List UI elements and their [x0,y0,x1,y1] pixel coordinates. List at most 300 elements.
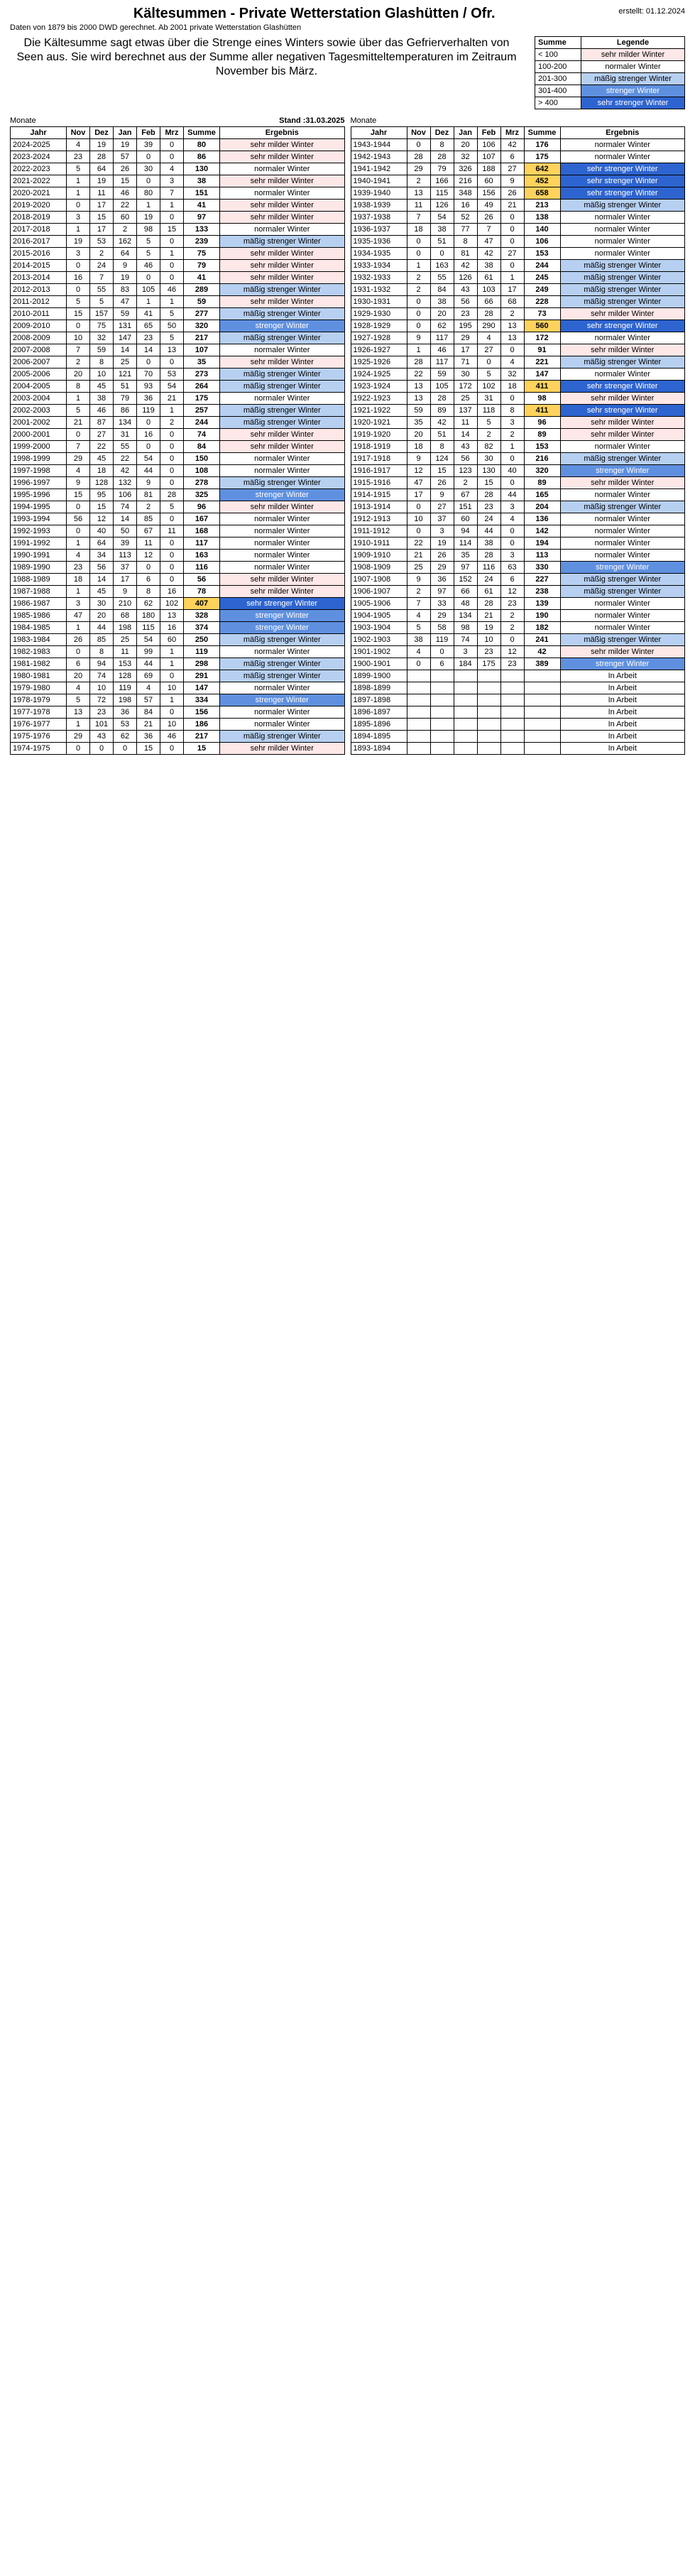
cell-feb: 98 [137,224,160,236]
cell-mrz: 0 [500,236,524,248]
cell-feb: 70 [137,369,160,381]
cell-jan: 23 [454,308,477,320]
cell-nov: 9 [407,332,430,344]
cell-nov: 1 [67,224,90,236]
table-row [351,224,685,236]
cell-ergebnis: sehr milder Winter [220,248,345,260]
table-row [351,646,685,658]
cell-nov: 22 [407,369,430,381]
cell-sum: 168 [184,525,220,537]
cell-ergebnis: normaler Winter [560,151,685,163]
cell-dez [430,731,454,743]
cell-sum: 239 [184,236,220,248]
cell-feb: 1 [137,200,160,212]
cell-ergebnis: normaler Winter [220,682,345,694]
cell-jahr: 1915-1916 [351,477,407,489]
col-nov-right: Nov [407,127,430,139]
cell-jan: 11 [114,646,137,658]
cell-ergebnis: mäßig strenger Winter [560,501,685,513]
cell-jahr: 1918-1919 [351,441,407,453]
cell-nov: 5 [407,622,430,634]
cell-feb: 4 [477,332,500,344]
cell-jahr: 1976-1977 [11,719,67,731]
left-table [10,126,345,755]
cell-nov: 4 [407,646,430,658]
cell-mrz: 21 [160,393,184,405]
cell-mrz: 1 [160,296,184,308]
cell-jan: 153 [114,658,137,670]
table-row [11,405,345,417]
table-row [11,646,345,658]
right-table-block [351,116,686,755]
cell-dez: 42 [430,417,454,429]
table-row [351,260,685,272]
table-row [11,513,345,525]
cell-dez: 26 [430,550,454,562]
cell-jahr: 1909-1910 [351,550,407,562]
cell-sum: 35 [184,356,220,369]
cell-nov: 13 [67,706,90,719]
cell-dez: 44 [90,622,114,634]
cell-jan: 19 [114,272,137,284]
cell-mrz: 0 [160,465,184,477]
table-row [11,356,345,369]
cell-nov [407,694,430,706]
cell-sum: 136 [524,513,560,525]
cell-mrz: 28 [160,489,184,501]
table-row [351,175,685,187]
cell-jahr: 2010-2011 [11,308,67,320]
cell-nov: 16 [67,272,90,284]
cell-sum: 41 [184,200,220,212]
cell-jan: 56 [454,453,477,465]
table-row [351,393,685,405]
cell-jan: 17 [454,344,477,356]
cell-ergebnis: mäßig strenger Winter [560,284,685,296]
cell-dez: 38 [90,393,114,405]
cell-ergebnis: normaler Winter [560,489,685,501]
cell-sum: 108 [184,465,220,477]
cell-jan: 56 [454,296,477,308]
cell-ergebnis: mäßig strenger Winter [560,586,685,598]
cell-ergebnis: mäßig strenger Winter [220,658,345,670]
cell-sum: 389 [524,658,560,670]
cell-feb: 54 [137,634,160,646]
table-row [351,429,685,441]
cell-mrz: 10 [160,719,184,731]
cell-feb: 38 [477,260,500,272]
cell-nov [407,682,430,694]
table-row [11,320,345,332]
table-row [351,682,685,694]
cell-feb: 2 [137,501,160,513]
cell-jan: 74 [454,634,477,646]
cell-ergebnis: mäßig strenger Winter [560,272,685,284]
created-date: erstellt: 01.12.2024 [618,7,685,16]
cell-sum [524,706,560,719]
cell-feb: 0 [137,562,160,574]
cell-feb: 0 [137,441,160,453]
cell-jahr: 1904-1905 [351,610,407,622]
cell-sum [524,743,560,755]
table-row [11,381,345,393]
cell-dez: 46 [430,344,454,356]
cell-ergebnis: mäßig strenger Winter [220,284,345,296]
cell-jan: 14 [454,429,477,441]
cell-ergebnis: sehr milder Winter [560,417,685,429]
cell-jan: 62 [114,731,137,743]
table-row [351,284,685,296]
cell-mrz: 12 [500,586,524,598]
cell-jahr: 2015-2016 [11,248,67,260]
table-row [351,706,685,719]
col-ergebnis-right: Ergebnis [560,127,685,139]
table-row [11,682,345,694]
table-row [351,465,685,477]
cell-feb: 85 [137,513,160,525]
cell-mrz: 0 [160,356,184,369]
cell-jan: 114 [454,537,477,550]
cell-feb: 28 [477,489,500,501]
cell-dez: 74 [90,670,114,682]
cell-dez: 166 [430,175,454,187]
cell-jan: 64 [114,248,137,260]
cell-sum: 117 [184,537,220,550]
cell-ergebnis: In Arbeit [560,719,685,731]
cell-feb: 116 [477,562,500,574]
cell-mrz: 40 [500,465,524,477]
months-caption: Monate [10,116,36,125]
cell-jan: 184 [454,658,477,670]
col-jahr: Jahr [11,127,67,139]
cell-mrz: 13 [160,344,184,356]
cell-jan: 50 [114,525,137,537]
table-row [351,308,685,320]
cell-jan: 20 [454,139,477,151]
cell-nov: 19 [67,236,90,248]
cell-mrz: 1 [160,646,184,658]
cell-mrz: 5 [160,501,184,513]
cell-jan: 43 [454,441,477,453]
cell-sum: 241 [524,634,560,646]
cell-feb: 44 [137,465,160,477]
cell-jahr: 1980-1981 [11,670,67,682]
table-row [351,296,685,308]
cell-feb: 38 [477,537,500,550]
cell-feb: 188 [477,163,500,175]
cell-ergebnis: normaler Winter [220,453,345,465]
cell-jahr: 2001-2002 [11,417,67,429]
cell-sum: 106 [524,236,560,248]
cell-nov: 13 [407,187,430,200]
cell-nov: 21 [407,550,430,562]
table-row [11,417,345,429]
table-row [351,537,685,550]
cell-ergebnis: normaler Winter [560,610,685,622]
cell-ergebnis: sehr milder Winter [220,429,345,441]
table-row [351,441,685,453]
cell-ergebnis: In Arbeit [560,706,685,719]
cell-nov: 23 [67,151,90,163]
table-row [351,550,685,562]
cell-nov [407,719,430,731]
cell-jahr: 1921-1922 [351,405,407,417]
table-row [11,344,345,356]
cell-feb: 115 [137,622,160,634]
cell-ergebnis: normaler Winter [220,513,345,525]
table-row [351,200,685,212]
cell-jan: 26 [114,163,137,175]
cell-mrz: 10 [160,682,184,694]
cell-nov: 3 [67,598,90,610]
cell-mrz: 18 [500,381,524,393]
cell-sum: 38 [184,175,220,187]
cell-nov: 21 [67,417,90,429]
cell-jahr: 2000-2001 [11,429,67,441]
cell-ergebnis: sehr strenger Winter [560,405,685,417]
cell-mrz: 0 [500,260,524,272]
cell-sum: 289 [184,284,220,296]
cell-mrz: 53 [160,369,184,381]
cell-jahr: 1931-1932 [351,284,407,296]
col-feb: Feb [137,127,160,139]
cell-jahr: 1906-1907 [351,586,407,598]
table-row [11,550,345,562]
legend-header-label: Legende [616,38,650,47]
cell-ergebnis: mäßig strenger Winter [560,574,685,586]
table-row [11,501,345,513]
cell-feb: 21 [477,610,500,622]
cell-mrz: 0 [160,670,184,682]
cell-feb [477,731,500,743]
intro-section [10,36,685,109]
cell-jan: 9 [114,586,137,598]
legend-sum: 301-400 [535,85,581,97]
cell-sum: 328 [184,610,220,622]
cell-dez: 29 [430,562,454,574]
cell-feb [477,694,500,706]
cell-jan: 210 [114,598,137,610]
cell-ergebnis: sehr milder Winter [220,272,345,284]
cell-ergebnis: normaler Winter [560,537,685,550]
cell-dez: 59 [90,344,114,356]
cell-nov: 4 [67,682,90,694]
cell-jan: 17 [114,574,137,586]
cell-jahr: 1925-1926 [351,356,407,369]
cell-ergebnis: sehr milder Winter [220,175,345,187]
cell-ergebnis: sehr milder Winter [220,574,345,586]
cell-mrz: 63 [500,562,524,574]
cell-jan: 32 [454,151,477,163]
cell-dez: 101 [90,719,114,731]
cell-jan: 43 [454,284,477,296]
cell-dez: 84 [430,284,454,296]
cell-nov: 20 [407,429,430,441]
cell-jan: 121 [114,369,137,381]
cell-jan [454,731,477,743]
cell-ergebnis: mäßig strenger Winter [560,356,685,369]
cell-jan: 147 [114,332,137,344]
legend-row [535,49,684,60]
cell-nov [407,743,430,755]
table-row [11,537,345,550]
cell-dez: 9 [430,489,454,501]
legend-row [535,60,684,72]
cell-mrz: 0 [160,139,184,151]
cell-dez: 119 [430,634,454,646]
cell-mrz: 5 [160,332,184,344]
table-row [11,658,345,670]
cell-jan [454,706,477,719]
cell-jahr: 2013-2014 [11,272,67,284]
cell-mrz: 9 [500,175,524,187]
cell-jan: 74 [114,501,137,513]
cell-ergebnis: strenger Winter [560,562,685,574]
cell-dez: 26 [430,477,454,489]
cell-feb: 57 [137,694,160,706]
cell-jahr: 1903-1904 [351,622,407,634]
cell-mrz [500,743,524,755]
cell-nov: 13 [407,381,430,393]
cell-sum: 204 [524,501,560,513]
cell-sum: 153 [524,248,560,260]
cell-jahr: 1939-1940 [351,187,407,200]
cell-dez: 6 [430,658,454,670]
cell-feb: 4 [137,682,160,694]
cell-nov: 2 [407,586,430,598]
cell-jan: 151 [454,501,477,513]
cell-ergebnis: normaler Winter [220,706,345,719]
cell-jan: 16 [454,200,477,212]
cell-ergebnis: strenger Winter [220,622,345,634]
cell-jahr: 1924-1925 [351,369,407,381]
cell-mrz: 0 [160,453,184,465]
cell-dez: 8 [430,441,454,453]
table-row [11,393,345,405]
table-row [11,694,345,706]
cell-feb: 60 [477,175,500,187]
cell-feb [477,719,500,731]
cell-dez: 117 [430,356,454,369]
cell-jan: 48 [454,598,477,610]
cell-jan: 39 [114,537,137,550]
cell-jahr: 1935-1936 [351,236,407,248]
cell-jan: 22 [114,200,137,212]
cell-sum: 407 [184,598,220,610]
cell-sum: 250 [184,634,220,646]
cell-dez: 43 [90,731,114,743]
cell-jan: 31 [114,429,137,441]
right-table-body [351,139,685,755]
cell-feb: 61 [477,272,500,284]
table-row [351,501,685,513]
cell-jan: 57 [114,151,137,163]
legend-label: normaler Winter [581,61,684,72]
cell-sum: 15 [184,743,220,755]
cell-mrz: 13 [500,320,524,332]
cell-sum: 217 [184,731,220,743]
cell-jan: 326 [454,163,477,175]
cell-mrz [500,706,524,719]
cell-mrz: 32 [500,369,524,381]
cell-nov: 23 [67,562,90,574]
cell-mrz: 0 [500,393,524,405]
cell-dez: 95 [90,489,114,501]
cell-feb: 23 [137,332,160,344]
cell-dez: 126 [430,200,454,212]
cell-jahr: 1898-1899 [351,682,407,694]
left-header-row [11,127,345,139]
cell-dez [430,706,454,719]
cell-dez: 62 [430,320,454,332]
cell-jahr: 1974-1975 [11,743,67,755]
cell-ergebnis: In Arbeit [560,694,685,706]
table-row [11,260,345,272]
cell-mrz: 0 [500,634,524,646]
cell-sum: 249 [524,284,560,296]
table-row [351,586,685,598]
cell-sum: 257 [184,405,220,417]
col-nov: Nov [67,127,90,139]
col-jan-right: Jan [454,127,477,139]
cell-jan: 71 [454,356,477,369]
cell-mrz: 0 [160,151,184,163]
cell-jan [454,743,477,755]
cell-jan: 134 [114,417,137,429]
cell-mrz: 8 [500,405,524,417]
cell-sum: 165 [524,489,560,501]
cell-nov: 3 [67,248,90,260]
table-row [351,187,685,200]
cell-mrz: 17 [500,284,524,296]
cell-dez: 30 [90,598,114,610]
cell-mrz: 0 [160,441,184,453]
table-row [11,151,345,163]
cell-jahr: 1977-1978 [11,706,67,719]
cell-sum [524,719,560,731]
cell-jahr: 2008-2009 [11,332,67,344]
cell-ergebnis: mäßig strenger Winter [560,296,685,308]
cell-jahr: 1936-1937 [351,224,407,236]
cell-feb: 61 [477,586,500,598]
table-row [11,369,345,381]
table-row [11,284,345,296]
cell-dez: 117 [430,332,454,344]
table-row [11,248,345,260]
cell-sum: 98 [524,393,560,405]
cell-feb [477,743,500,755]
cell-mrz: 11 [160,525,184,537]
cell-nov: 2 [67,356,90,369]
cell-jahr: 1986-1987 [11,598,67,610]
cell-feb: 5 [477,417,500,429]
cell-feb: 105 [137,284,160,296]
cell-jan: 11 [454,417,477,429]
table-row [11,622,345,634]
cell-jahr: 1914-1915 [351,489,407,501]
cell-sum: 244 [524,260,560,272]
cell-sum: 133 [184,224,220,236]
cell-dez: 28 [430,393,454,405]
cell-mrz: 6 [500,574,524,586]
cell-jan: 172 [454,381,477,393]
cell-dez: 40 [90,525,114,537]
table-row [11,525,345,537]
cell-dez: 10 [90,369,114,381]
cell-jan: 2 [454,477,477,489]
cell-jahr: 2006-2007 [11,356,67,369]
cell-jan: 195 [454,320,477,332]
